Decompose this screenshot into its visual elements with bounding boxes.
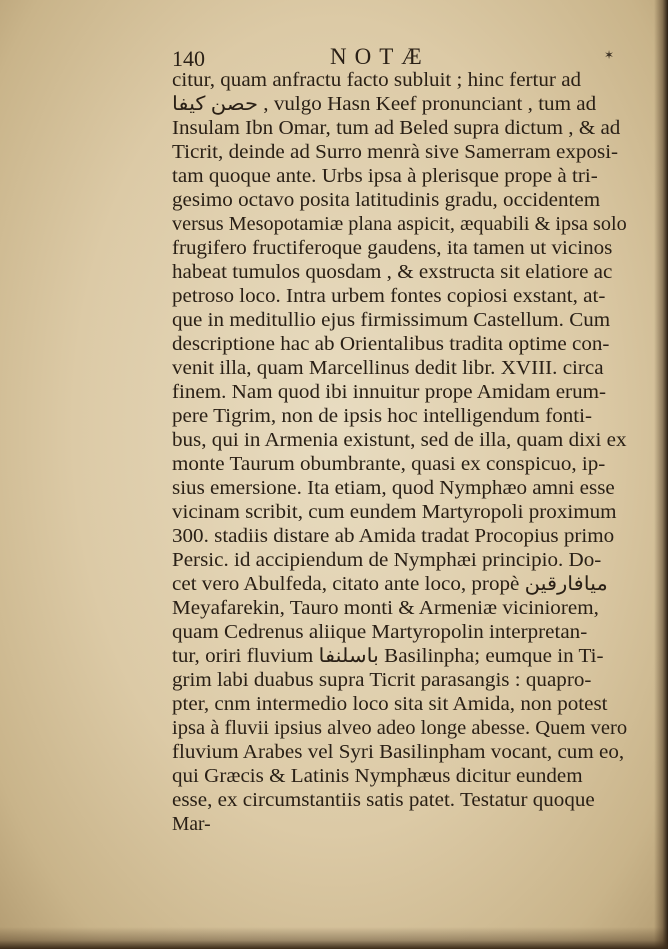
text-line: monte Taurum obumbrante, quasi ex conspicuo, ip- bbox=[172, 454, 606, 475]
text-line: حصن كيفا , vulgo Hasn Keef pronunciant , tum ad bbox=[172, 94, 597, 115]
text-line: que in meditullio ejus firmissimum Castellum. Cum bbox=[172, 310, 611, 331]
text-line: versus Mesopotamiæ plana aspicit, æquabili & ipsa solo bbox=[172, 214, 627, 235]
text-line: Ticrit, deinde ad Surro menrà sive Samerram exposi- bbox=[172, 142, 619, 163]
text-line: pere Tigrim, non de ipsis hoc intelligendum fonti- bbox=[172, 406, 593, 427]
text-line: citur, quam anfractu facto subluit ; hinc fertur ad bbox=[172, 70, 582, 91]
text-line: quam Cedrenus aliique Martyropolin interpretan- bbox=[172, 622, 588, 643]
text-line: sius emersione. Ita etiam, quod Nymphæo amni esse bbox=[172, 478, 615, 499]
text-line: Persic. id accipiendum de Nymphæi principio. Do- bbox=[172, 550, 602, 571]
text-line: fluvium Arabes vel Syri Basilinpham vocant, cum eo, bbox=[172, 742, 625, 763]
text-line: descriptione hac ab Orientalibus tradita optime con- bbox=[172, 334, 610, 355]
text-line: pter, cnm intermedio loco sita sit Amida, non potest bbox=[172, 694, 608, 715]
page-edge-shadow bbox=[654, 0, 668, 949]
catchword: Mar- bbox=[172, 814, 211, 835]
text-line: qui Græcis & Latinis Nymphæus dicitur eundem bbox=[172, 766, 583, 787]
text-line: cet vero Abulfeda, citato ante loco, propè ميافارقين bbox=[172, 574, 608, 595]
text-line: petroso loco. Intra urbem fontes copiosi exstant, at- bbox=[172, 286, 606, 307]
text-line: ipsa à fluvii ipsius alveo adeo longe abesse. Quem vero bbox=[172, 718, 628, 739]
running-head: NOTÆ bbox=[330, 44, 430, 69]
text-line: Meyafarekin, Tauro monti & Armeniæ viciniorem, bbox=[172, 598, 599, 619]
text-line: 300. stadiis distare ab Amida tradat Procopius primo bbox=[172, 526, 615, 547]
text-line: venit illa, quam Marcellinus dedit libr. XVIII. circa bbox=[172, 358, 604, 379]
text-line: tur, oriri fluvium باسلنفا Basilinpha; eumque in Ti- bbox=[172, 646, 604, 667]
text-line: vicinam scribit, cum eundem Martyropoli proximum bbox=[172, 502, 617, 523]
text-line: finem. Nam quod ibi innuitur prope Amidam erum- bbox=[172, 382, 607, 403]
page-number: 140 bbox=[172, 46, 205, 71]
text-line: Insulam Ibn Omar, tum ad Beled supra dictum , & ad bbox=[172, 118, 621, 139]
page-bottom-shadow bbox=[0, 927, 668, 949]
text-line: bus, qui in Armenia existunt, sed de illa, quam dixi ex bbox=[172, 430, 627, 451]
text-line: grim labi duabus supra Ticrit parasangis : quapro- bbox=[172, 670, 592, 691]
text-line: gesimo octavo posita latitudinis gradu, occidentem bbox=[172, 190, 601, 211]
text-line: frugifero fructiferoque gaudens, ita tamen ut vicinos bbox=[172, 238, 613, 259]
text-line: habeat tumulos quosdam , & exstructa sit elatiore ac bbox=[172, 262, 613, 283]
text-line: esse, ex circumstantiis satis patet. Testatur quoque bbox=[172, 790, 595, 811]
asterisk-ornament-icon: ✶ bbox=[604, 48, 615, 62]
text-line: tam quoque ante. Urbs ipsa à plerisque prope à tri- bbox=[172, 166, 598, 187]
